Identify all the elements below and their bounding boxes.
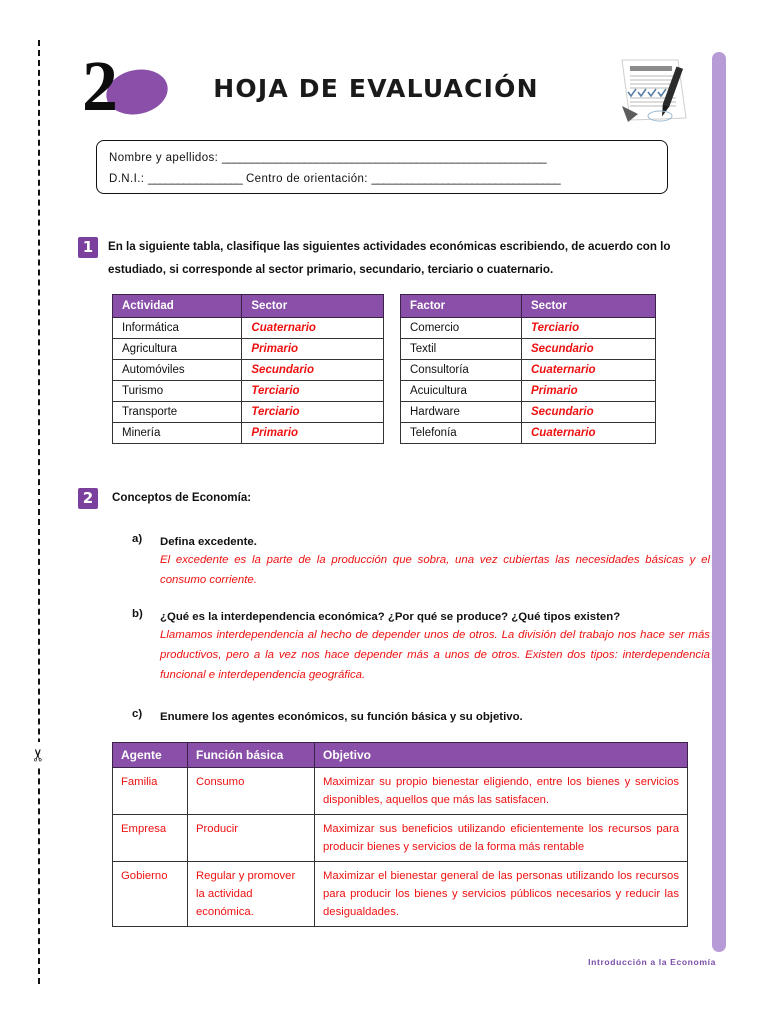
cell-objective[interactable]: Maximizar el bienestar general de las personas utilizando los recursos para producir los bienes y servicios públicos necesarios y reducir las desigualdades. xyxy=(315,862,688,927)
table-row xyxy=(401,381,656,402)
sub-b-answer[interactable]: Llamamos interdependencia al hecho de depender unos de otros. La división del trabajo nos hace ser más productivos, pero a la vez nos hace depender más a unos de otros. Existen dos tipos: interdependencia funcional e interdependencia geográfica. xyxy=(160,629,710,682)
logo-number: 2 xyxy=(82,46,116,126)
page-header xyxy=(0,46,768,128)
table-row xyxy=(401,339,656,360)
table-row xyxy=(401,423,656,444)
table-row xyxy=(113,862,688,927)
name-blank[interactable]: _______________________________________________________ xyxy=(221,152,547,164)
column-header-factor: Factor xyxy=(401,295,522,318)
table-row xyxy=(401,402,656,423)
dashed-cut-line xyxy=(38,40,40,984)
sub-a-question: Defina excedente. xyxy=(160,536,257,548)
cell-answer[interactable]: Cuaternario xyxy=(522,360,656,381)
cell-activity: Turismo xyxy=(113,381,242,402)
cell-objective[interactable]: Maximizar su propio bienestar eligiendo, entre los bienes y servicios disponibles, aquellos que más las satisfacen. xyxy=(315,768,688,815)
cell-answer[interactable]: Secundario xyxy=(522,402,656,423)
column-header-actividad: Actividad xyxy=(113,295,242,318)
column-header-agente: Agente xyxy=(113,743,188,768)
cell-activity: Transporte xyxy=(113,402,242,423)
cell-agent[interactable]: Gobierno xyxy=(113,862,188,927)
question-2-text: Conceptos de Economía: xyxy=(112,491,252,504)
sub-b-label: b) xyxy=(132,608,143,620)
question-1-badge: 1 xyxy=(78,237,98,258)
table-row xyxy=(113,423,384,444)
cell-function[interactable]: Regular y promover la actividad económica. xyxy=(188,862,315,927)
page-title: HOJA DE EVALUACIÓN xyxy=(213,74,539,103)
cell-answer[interactable]: Primario xyxy=(242,423,384,444)
cell-answer[interactable]: Primario xyxy=(522,381,656,402)
cell-answer[interactable]: Terciario xyxy=(242,402,384,423)
question-1-text: En la siguiente tabla, clasifique las siguientes actividades económicas escribiendo, de acuerdo con lo estudiado, si corresponde al sector primario, secundario, terciario o cuaternario. xyxy=(108,240,671,276)
document-with-pen-icon xyxy=(600,52,700,128)
cell-function[interactable]: Producir xyxy=(188,815,315,862)
cell-factor: Textil xyxy=(401,339,522,360)
cell-factor: Telefonía xyxy=(401,423,522,444)
cell-factor: Acuicultura xyxy=(401,381,522,402)
scissors-icon: ✂ xyxy=(26,742,52,768)
cell-factor: Comercio xyxy=(401,318,522,339)
cell-answer[interactable]: Primario xyxy=(242,339,384,360)
dni-blank[interactable]: ________________ xyxy=(148,173,243,186)
dni-center-field-line[interactable] xyxy=(109,169,655,190)
table-row xyxy=(113,768,688,815)
cell-answer[interactable]: Cuaternario xyxy=(522,423,656,444)
table-row xyxy=(401,318,656,339)
sub-question-a xyxy=(132,533,710,591)
cell-answer[interactable]: Terciario xyxy=(242,381,384,402)
unit-logo xyxy=(82,46,166,126)
cell-activity: Agricultura xyxy=(113,339,242,360)
sub-b-question: ¿Qué es la interdependencia económica? ¿Por qué se produce? ¿Qué tipos existen? xyxy=(160,611,621,623)
center-blank[interactable]: ________________________________ xyxy=(371,173,561,186)
footer-text: Introducción a la Economía xyxy=(588,957,716,967)
table-header-row xyxy=(113,295,384,318)
name-label: Nombre y apellidos: xyxy=(109,152,219,164)
cell-factor: Consultoría xyxy=(401,360,522,381)
table-factor-sector xyxy=(400,294,656,444)
sub-question-b xyxy=(132,608,710,686)
table-economic-agents xyxy=(112,742,688,927)
cell-answer[interactable]: Secundario xyxy=(242,360,384,381)
sub-question-c xyxy=(132,708,710,726)
column-header-sector: Sector xyxy=(242,295,384,318)
table-row xyxy=(113,339,384,360)
table-row xyxy=(401,360,656,381)
table-header-row xyxy=(113,743,688,768)
cell-activity: Minería xyxy=(113,423,242,444)
cell-agent[interactable]: Familia xyxy=(113,768,188,815)
cell-answer[interactable]: Cuaternario xyxy=(242,318,384,339)
column-header-sector: Sector xyxy=(522,295,656,318)
cell-objective[interactable]: Maximizar sus beneficios utilizando eficientemente los recursos para producir bienes y servicios de la forma más rentable xyxy=(315,815,688,862)
sub-a-label: a) xyxy=(132,533,143,545)
table-header-row xyxy=(401,295,656,318)
table-row xyxy=(113,360,384,381)
table-activity-sector xyxy=(112,294,384,444)
center-label: Centro de orientación: xyxy=(245,173,368,186)
cell-activity: Informática xyxy=(113,318,242,339)
name-field-line[interactable] xyxy=(109,148,655,169)
cell-answer[interactable]: Secundario xyxy=(522,339,656,360)
cell-agent[interactable]: Empresa xyxy=(113,815,188,862)
column-header-objetivo: Objetivo xyxy=(315,743,688,768)
identity-box xyxy=(96,140,668,194)
sub-c-question: Enumere los agentes económicos, su función básica y su objetivo. xyxy=(160,711,523,723)
cell-answer[interactable]: Terciario xyxy=(522,318,656,339)
cell-factor: Hardware xyxy=(401,402,522,423)
table-row xyxy=(113,815,688,862)
table-row xyxy=(113,318,384,339)
table-row xyxy=(113,402,384,423)
column-header-funcion: Función básica xyxy=(188,743,315,768)
purple-side-bar xyxy=(712,52,726,952)
cell-function[interactable]: Consumo xyxy=(188,768,315,815)
dni-label: D.N.I.: xyxy=(109,173,145,186)
sub-a-answer[interactable]: El excedente es la parte de la producción que sobra, una vez cubiertas las necesidades básicas y el consumo corriente. xyxy=(160,554,710,587)
table-row xyxy=(113,381,384,402)
cell-activity: Automóviles xyxy=(113,360,242,381)
sub-c-label: c) xyxy=(132,708,143,720)
question-2-badge: 2 xyxy=(78,488,98,509)
